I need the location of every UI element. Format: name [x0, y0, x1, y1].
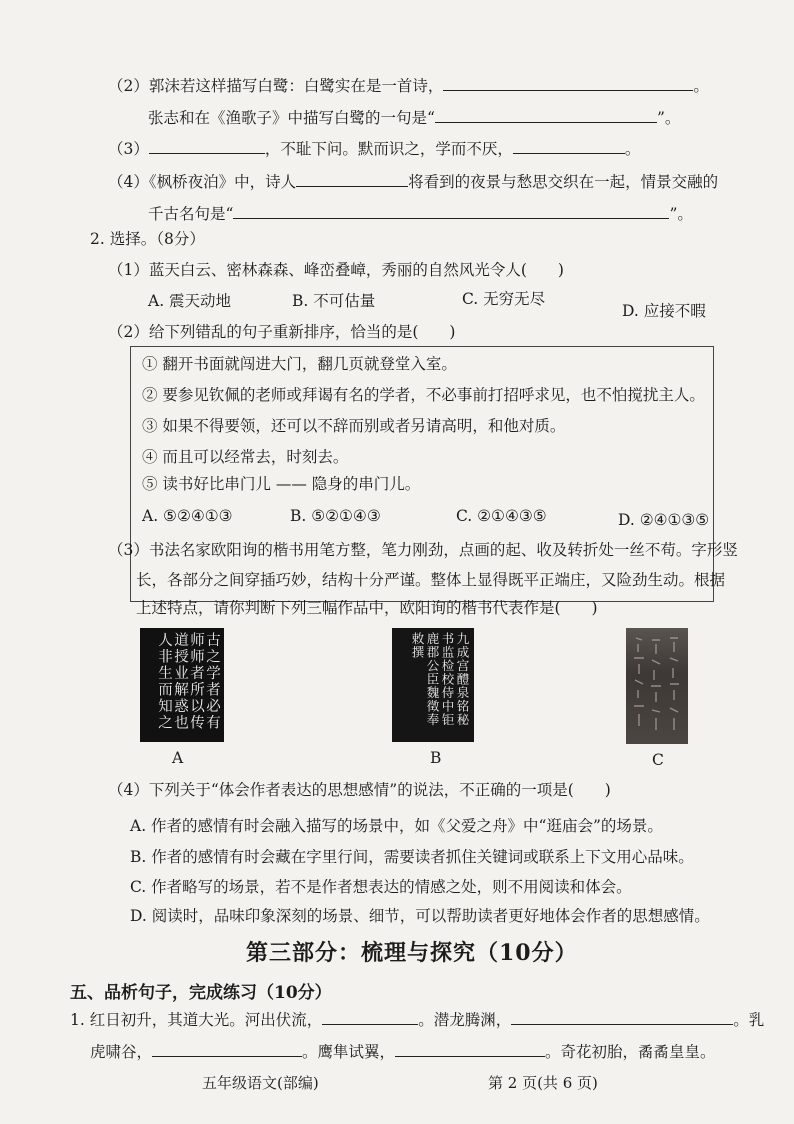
calligraphy-image-c[interactable]: [626, 628, 688, 744]
q1-item2-line2-end: ”。: [656, 109, 681, 127]
answer-blank[interactable]: [511, 1010, 733, 1025]
q1-item3-num: （3）: [108, 140, 149, 158]
calligraphy-image-b[interactable]: [392, 628, 474, 742]
q1-item4-line2-end: ”。: [669, 205, 693, 223]
q1-item2-line2: [148, 108, 680, 128]
q2-s4-option-b[interactable]: B. 作者的感情有时会藏在字里行间，需要读者抓住关键词或联系上下文用心品味。: [130, 848, 694, 866]
q1-item3-end: 。: [624, 140, 641, 158]
q5-line1-b: 。潜龙腾渊，: [418, 1011, 512, 1029]
q1-item3-text: ，不耻下问。默而识之，学而不厌，: [264, 140, 513, 158]
part3-title: 第三部分：梳理与探究（10分）: [246, 940, 578, 966]
q2-s3-line1: （3）书法名家欧阳询的楷书用笔方整，笔力刚劲，点画的起、收及转折处一丝不苟。字形竖: [108, 541, 738, 559]
q2-s4-option-d[interactable]: D. 阅读时，品味印象深刻的场景、细节，可以帮助读者更好地体会作者的思想感情。: [130, 907, 710, 925]
answer-blank[interactable]: [233, 204, 669, 219]
calligraphy-a-text: 古之学者必有师师者所以传道授业解惑也人非生而知之: [156, 632, 220, 731]
q2-s2-stem: （2）给下列错乱的句子重新排序，恰当的是( ): [108, 323, 456, 341]
rubbing-strokes: [626, 628, 688, 744]
q1-item4-mid: 将看到的夜景与愁思交织在一起，情景交融的: [408, 173, 719, 191]
q5-line1-c: 。乳: [733, 1011, 765, 1029]
q2-s2-option-a[interactable]: A. ⑤②④①③: [142, 507, 233, 525]
answer-blank[interactable]: [152, 1042, 302, 1057]
q2-s1-option-c[interactable]: C. 无穷无尽: [462, 290, 546, 308]
q2-s2-option-c[interactable]: C. ②①④③⑤: [456, 507, 547, 525]
q2-s4-option-a[interactable]: A. 作者的感情有时会融入描写的场景中，如《父爱之舟》中“逛庙会”的场景。: [130, 817, 663, 835]
q1-item4-text: （4）《枫桥夜泊》中，诗人: [108, 173, 297, 191]
q1-item2-text: （2）郭沫若这样描写白鹭：白鹭实在是一首诗，: [108, 77, 444, 95]
q2-s4-option-c[interactable]: C. 作者略写的场景，若不是作者想表达的情感之处，则不用阅读和体会。: [130, 878, 632, 896]
q2-title: 2. 选择。（8分）: [90, 230, 205, 248]
q5-line1-a: 1. 红日初升，其道大光。河出伏流，: [70, 1011, 323, 1029]
answer-blank[interactable]: [435, 108, 657, 123]
q1-item2-end: 。: [693, 77, 709, 95]
q1-item2-line2-text: 张志和在《渔歌子》中描写白鹭的一句是“: [148, 109, 435, 127]
footer-page-number: 第 2 页(共 6 页): [488, 1074, 598, 1092]
sentence-4: ④ 而且可以经常去，时刻去。: [142, 448, 349, 466]
q1-item2-line1: [108, 76, 709, 96]
q1-item4-line2: [148, 204, 693, 224]
answer-blank[interactable]: [149, 139, 265, 154]
image-label-c: C: [652, 751, 664, 769]
q5-line2-b: 。鹰隼试翼，: [302, 1043, 396, 1061]
sentence-1: ① 翻开书面就闯进大门，翻几页就登堂入室。: [142, 355, 457, 373]
sentence-2: ② 要参见钦佩的老师或拜谒有名的学者，不必事前打招呼求见，也不怕搅扰主人。: [142, 386, 705, 404]
answer-blank[interactable]: [513, 139, 625, 154]
q5-line2: [90, 1042, 716, 1062]
q1-item4-line2-text: 千古名句是“: [148, 205, 234, 223]
q2-s1-stem: （1）蓝天白云、密林森森、峰峦叠嶂，秀丽的自然风光令人( ): [108, 261, 564, 279]
q5-line2-c: 。奇花初胎，矞矞皇皇。: [545, 1043, 716, 1061]
calligraphy-b-text: 九成宫醴泉铭秘书监检校侍中钜鹿郡公臣魏徵奉敕撰: [410, 632, 470, 727]
q2-s1-option-b[interactable]: B. 不可估量: [292, 292, 376, 310]
q1-item4: [108, 172, 718, 192]
q2-s1-option-d[interactable]: D. 应接不暇: [622, 302, 706, 320]
q2-s3-line2: 长，各部分之间穿插巧妙，结构十分严谨。整体上显得既平正端庄，又险劲生动。根据: [136, 571, 726, 589]
q2-s2-option-b[interactable]: B. ⑤②①④③: [290, 507, 381, 525]
q5-line1: [70, 1010, 764, 1030]
q2-s3-line3: 上述特点，请你判断下列三幅作品中，欧阳询的楷书代表作是( ): [136, 599, 598, 617]
answer-blank[interactable]: [443, 76, 693, 91]
image-label-b: B: [430, 749, 442, 767]
q1-item3: [108, 139, 640, 159]
answer-blank[interactable]: [395, 1042, 545, 1057]
answer-blank[interactable]: [296, 172, 408, 187]
sentence-5: ⑤ 读书好比串门儿 —— 隐身的串门儿。: [142, 475, 421, 493]
q2-s2-option-d[interactable]: D. ②④①③⑤: [618, 511, 710, 529]
image-label-a: A: [172, 749, 184, 767]
sentence-3: ③ 如果不得要领，还可以不辞而别或者另请高明，和他对质。: [142, 417, 566, 435]
q2-s1-option-a[interactable]: A. 震天动地: [148, 292, 232, 310]
q5-line2-a: 虎啸谷，: [90, 1043, 153, 1061]
calligraphy-image-a[interactable]: [140, 628, 224, 742]
q2-s4-stem: （4）下列关于“体会作者表达的思想感情”的说法，不正确的一项是( ): [108, 781, 611, 799]
footer-subject: 五年级语文(部编): [202, 1074, 319, 1092]
q5-title: 五、品析句子，完成练习（10分）: [70, 983, 332, 1003]
answer-blank[interactable]: [322, 1010, 418, 1025]
